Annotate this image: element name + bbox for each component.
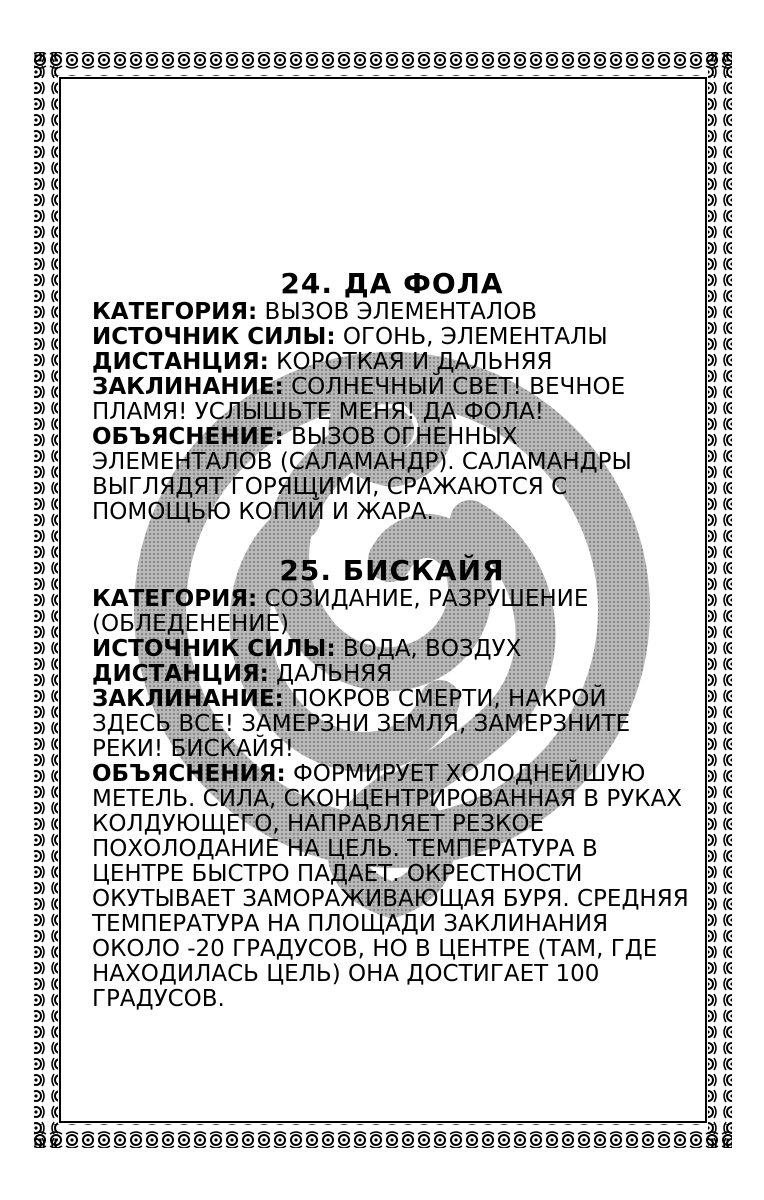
distance-line: ДИСТАНЦИЯ: КОРОТКАЯ И ДАЛЬНЯЯ: [92, 349, 553, 375]
category-line: КАТЕГОРИЯ: ВЫЗОВ ЭЛЕМЕНТАЛОВ: [92, 299, 538, 325]
explanation-line: ОБЪЯСНЕНИЯ: ФОРМИРУЕТ ХОЛОДНЕЙШУЮ МЕТЕЛЬ. СИЛА, СКОНЦЕНТРИРОВАННАЯ В РУКАХ КОЛДУЮЩЕГО, НАПРАВЛЯЕТ РЕЗКОЕ ПОХОЛОДАНИЕ НА ЦЕЛЬ. ТЕМПЕРАТУРА В ЦЕНТРЕ БЫСТРО ПАДАЕТ. ОКРЕСТНОСТИ ОКУТЫВАЕТ ЗАМОРАЖИВАЮЩАЯ БУРЯ. СРЕДНЯЯ ТЕМПЕРАТУРА НА ПЛОЩАДИ ЗАКЛИНАНИЯ ОКОЛО -20 ГРАДУСОВ, НО В ЦЕНТРЕ (ТАМ, ГДЕ НАХОДИЛАСЬ ЦЕЛЬ) ОНА ДОСТИГАЕТ 100 ГРАДУСОВ.: [92, 761, 689, 1012]
explanation-line: ОБЪЯСНЕНИЕ: ВЫЗОВ ОГНЕННЫХ ЭЛЕМЕНТАЛОВ (САЛАМАНДР). САЛАМАНДРЫ ВЫГЛЯДЯТ ГОРЯЩИМИ, СРАЖАЮТСЯ С ПОМОЩЬЮ КОПИЙ И ЖАРА.: [92, 424, 632, 525]
spell-title: 24. ДА ФОЛА: [280, 267, 504, 300]
spell-line: ЗАКЛИНАНИЕ: ПОКРОВ СМЕРТИ, НАКРОЙ ЗДЕСЬ ВСЕ! ЗАМЕРЗНИ ЗЕМЛЯ, ЗАМЕРЗНИТЕ РЕКИ! БИСКАЙЯ!: [92, 686, 631, 762]
distance-line: ДИСТАНЦИЯ: ДАЛЬНЯЯ: [92, 661, 393, 687]
spell-line: ЗАКЛИНАНИЕ: СОЛНЕЧНЫЙ СВЕТ! ВЕЧНОЕ ПЛАМЯ! УСЛЫШЬТЕ МЕНЯ! ДА ФОЛА!: [92, 374, 626, 425]
category-line: КАТЕГОРИЯ: СОЗИДАНИЕ, РАЗРУШЕНИЕ (ОБЛЕДЕНЕНИЕ): [92, 586, 589, 637]
spell-title: 25. БИСКАЙЯ: [279, 554, 505, 587]
source-line: ИСТОЧНИК СИЛЫ: ВОДА, ВОЗДУХ: [92, 636, 522, 662]
source-line: ИСТОЧНИК СИЛЫ: ОГОНЬ, ЭЛЕМЕНТАЛЫ: [92, 324, 608, 350]
spell-entry-24: [92, 268, 692, 525]
glossary-content: [92, 268, 692, 1012]
spell-entry-25: [92, 555, 692, 1012]
